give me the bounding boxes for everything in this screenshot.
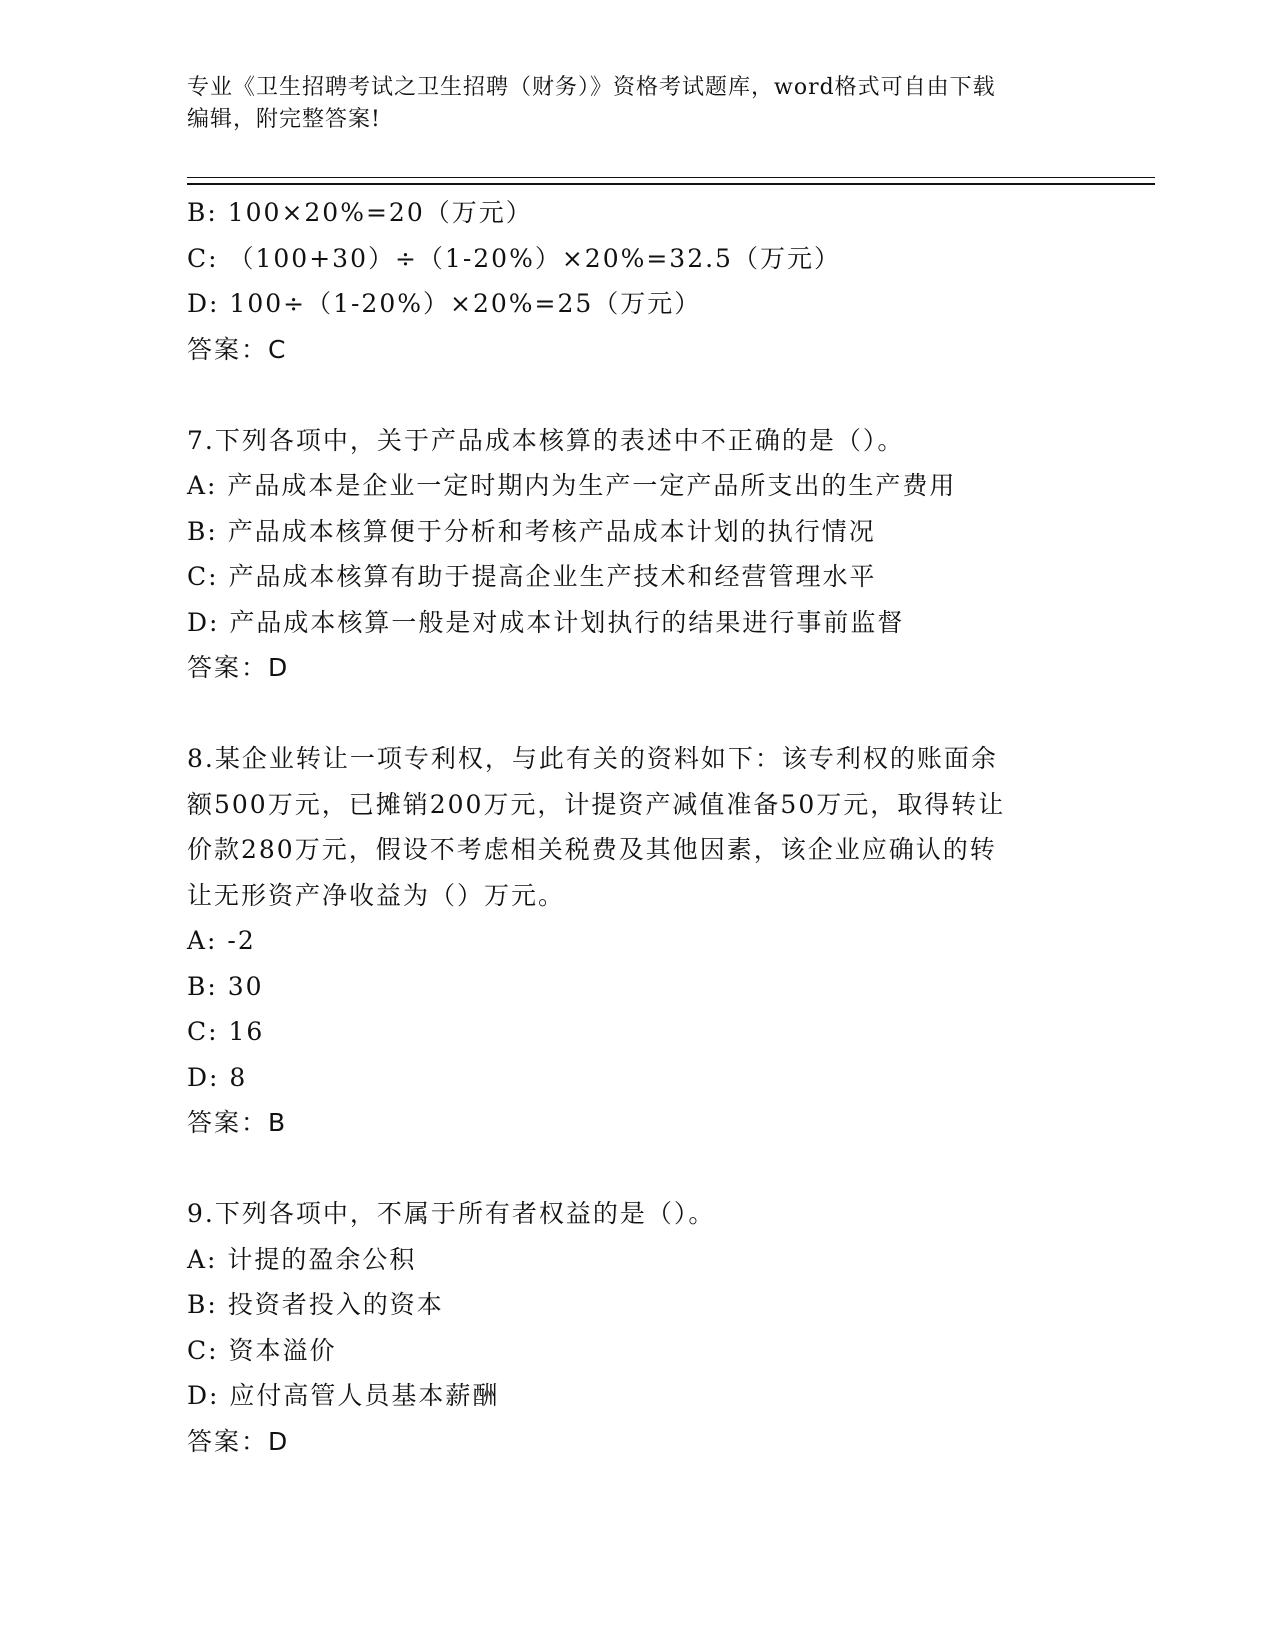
spacer	[187, 1146, 1087, 1192]
option-c: C: 产品成本核算有助于提高企业生产技术和经营管理水平	[187, 562, 877, 591]
header-line-1: 专业《卫生招聘考试之卫生招聘（财务）》资格考试题库，word格式可自由下载	[187, 75, 996, 100]
answer: 答案：D	[187, 1426, 290, 1456]
question-stem: 让无形资产净收益为（）万元。	[187, 880, 566, 910]
question-stem: 7.下列各项中，关于产品成本核算的表述中不正确的是（）。	[187, 425, 905, 455]
option-d: D: 产品成本核算一般是对成本计划执行的结果进行事前监督	[187, 607, 905, 637]
option-b: B: 100×20%=20（万元）	[187, 198, 533, 227]
question-9	[187, 1191, 1087, 1464]
option-c: C: （100+30）÷（1-20%）×20%=32.5（万元）	[187, 243, 841, 273]
question-stem: 价款280万元，假设不考虑相关税费及其他因素，该企业应确认的转	[187, 835, 997, 864]
carryover-block	[187, 190, 1087, 372]
option-d: D: 应付高管人员基本薪酬	[187, 1381, 500, 1410]
option-d: D: 8	[187, 1062, 248, 1092]
option-c: C: 16	[187, 1017, 265, 1046]
option-b: B: 投资者投入的资本	[187, 1290, 444, 1319]
spacer	[187, 691, 1087, 737]
header-divider-thin	[187, 177, 1155, 178]
document-header	[187, 72, 1067, 136]
question-stem: 8.某企业转让一项专利权，与此有关的资料如下：该专利权的账面余	[187, 744, 998, 773]
document-body	[187, 190, 1087, 1464]
option-b: B: 30	[187, 971, 264, 1001]
option-b: B: 产品成本核算便于分析和考核产品成本计划的执行情况	[187, 516, 876, 546]
answer: 答案：D	[187, 653, 290, 682]
option-c: C: 资本溢价	[187, 1335, 337, 1365]
option-a: A: -2	[187, 926, 256, 955]
header-divider-thick	[187, 183, 1155, 185]
answer: 答案：C	[187, 334, 288, 364]
header-line-2: 编辑，附完整答案!	[187, 107, 381, 132]
spacer	[187, 372, 1087, 418]
answer: 答案：B	[187, 1108, 288, 1137]
option-a: A: 计提的盈余公积	[187, 1244, 417, 1274]
question-8	[187, 736, 1087, 1146]
question-stem: 额500万元，已摊销200万元，计提资产减值准备50万元，取得转让	[187, 789, 1006, 819]
option-a: A: 产品成本是企业一定时期内为生产一定产品所支出的生产费用	[187, 471, 957, 500]
question-stem: 9.下列各项中，不属于所有者权益的是（）。	[187, 1199, 716, 1228]
question-7	[187, 418, 1087, 691]
option-d: D: 100÷（1-20%）×20%=25（万元）	[187, 289, 702, 318]
